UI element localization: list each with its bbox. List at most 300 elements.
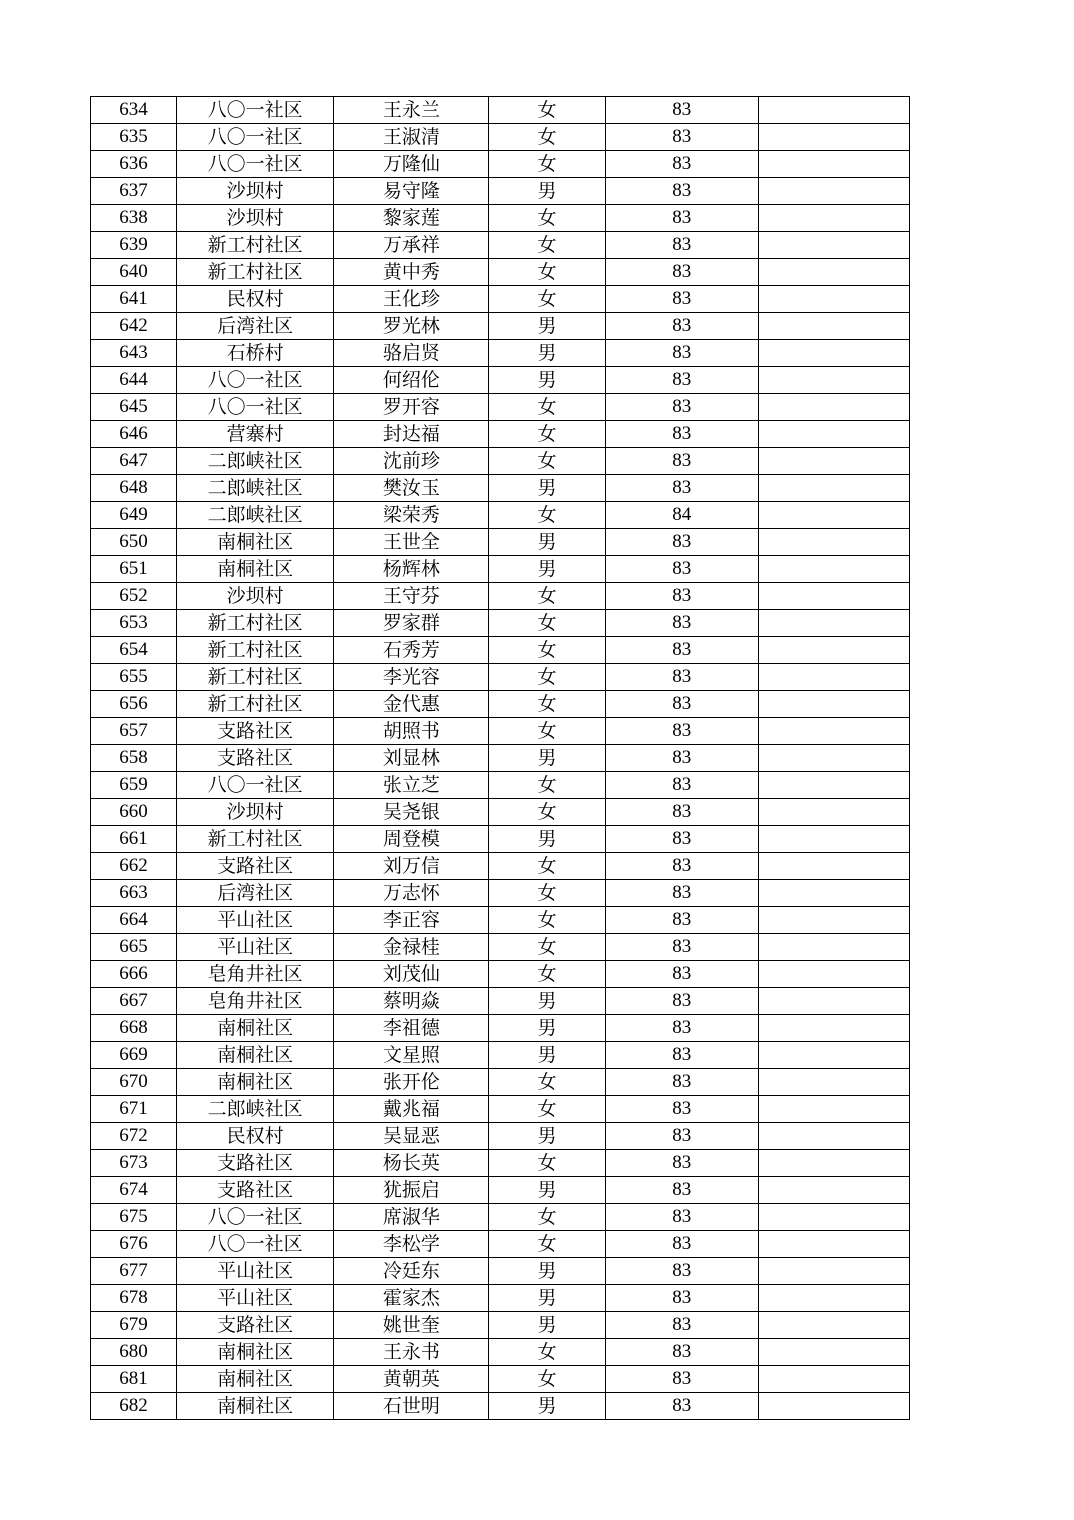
index-cell: 640	[91, 259, 177, 286]
age-cell: 83	[605, 205, 758, 232]
community-cell: 新工村社区	[177, 826, 334, 853]
community-cell: 新工村社区	[177, 232, 334, 259]
gender-cell: 男	[489, 529, 605, 556]
community-cell: 皂角井社区	[177, 988, 334, 1015]
age-cell: 83	[605, 1393, 758, 1420]
gender-cell: 女	[489, 1096, 605, 1123]
index-cell: 639	[91, 232, 177, 259]
index-cell: 661	[91, 826, 177, 853]
table-row	[91, 178, 910, 205]
table-row	[91, 259, 910, 286]
remark-cell	[758, 286, 909, 313]
gender-cell: 男	[489, 1123, 605, 1150]
community-cell: 二郎峡社区	[177, 1096, 334, 1123]
table-row	[91, 1204, 910, 1231]
index-cell: 658	[91, 745, 177, 772]
name-cell: 周登模	[334, 826, 489, 853]
gender-cell: 女	[489, 718, 605, 745]
index-cell: 654	[91, 637, 177, 664]
name-cell: 金禄桂	[334, 934, 489, 961]
age-cell: 83	[605, 664, 758, 691]
name-cell: 王永兰	[334, 97, 489, 124]
name-cell: 犹振启	[334, 1177, 489, 1204]
index-cell: 662	[91, 853, 177, 880]
name-cell: 樊汝玉	[334, 475, 489, 502]
table-row	[91, 664, 910, 691]
remark-cell	[758, 124, 909, 151]
table-row	[91, 1015, 910, 1042]
remark-cell	[758, 826, 909, 853]
gender-cell: 男	[489, 745, 605, 772]
gender-cell: 女	[489, 259, 605, 286]
gender-cell: 男	[489, 826, 605, 853]
name-cell: 王世全	[334, 529, 489, 556]
gender-cell: 男	[489, 1258, 605, 1285]
age-cell: 83	[605, 637, 758, 664]
gender-cell: 男	[489, 556, 605, 583]
community-cell: 新工村社区	[177, 691, 334, 718]
remark-cell	[758, 691, 909, 718]
index-cell: 672	[91, 1123, 177, 1150]
table-row	[91, 907, 910, 934]
index-cell: 636	[91, 151, 177, 178]
table-row	[91, 421, 910, 448]
age-cell: 83	[605, 718, 758, 745]
index-cell: 655	[91, 664, 177, 691]
name-cell: 李松学	[334, 1231, 489, 1258]
age-cell: 83	[605, 259, 758, 286]
name-cell: 刘显林	[334, 745, 489, 772]
table-row	[91, 853, 910, 880]
remark-cell	[758, 988, 909, 1015]
index-cell: 674	[91, 1177, 177, 1204]
index-cell: 681	[91, 1366, 177, 1393]
age-cell: 83	[605, 1285, 758, 1312]
name-cell: 何绍伦	[334, 367, 489, 394]
community-cell: 南桐社区	[177, 1393, 334, 1420]
age-cell: 83	[605, 1231, 758, 1258]
index-cell: 666	[91, 961, 177, 988]
community-cell: 平山社区	[177, 907, 334, 934]
name-cell: 金代惠	[334, 691, 489, 718]
index-cell: 657	[91, 718, 177, 745]
community-cell: 南桐社区	[177, 1366, 334, 1393]
remark-cell	[758, 178, 909, 205]
remark-cell	[758, 313, 909, 340]
name-cell: 骆启贤	[334, 340, 489, 367]
gender-cell: 女	[489, 880, 605, 907]
remark-cell	[758, 421, 909, 448]
table-row	[91, 1393, 910, 1420]
remark-cell	[758, 1312, 909, 1339]
gender-cell: 女	[489, 205, 605, 232]
age-cell: 83	[605, 1258, 758, 1285]
name-cell: 席淑华	[334, 1204, 489, 1231]
remark-cell	[758, 1258, 909, 1285]
remark-cell	[758, 1339, 909, 1366]
gender-cell: 女	[489, 448, 605, 475]
name-cell: 张立芝	[334, 772, 489, 799]
community-cell: 二郎峡社区	[177, 448, 334, 475]
community-cell: 支路社区	[177, 718, 334, 745]
table-row	[91, 1312, 910, 1339]
gender-cell: 女	[489, 232, 605, 259]
table-row	[91, 826, 910, 853]
community-cell: 平山社区	[177, 1258, 334, 1285]
gender-cell: 女	[489, 97, 605, 124]
remark-cell	[758, 799, 909, 826]
table-row	[91, 637, 910, 664]
community-cell: 平山社区	[177, 1285, 334, 1312]
age-cell: 83	[605, 313, 758, 340]
gender-cell: 男	[489, 178, 605, 205]
name-cell: 王化珍	[334, 286, 489, 313]
community-cell: 新工村社区	[177, 610, 334, 637]
name-cell: 黎家莲	[334, 205, 489, 232]
gender-cell: 女	[489, 1366, 605, 1393]
remark-cell	[758, 1285, 909, 1312]
name-cell: 李光容	[334, 664, 489, 691]
remark-cell	[758, 1015, 909, 1042]
index-cell: 682	[91, 1393, 177, 1420]
table-row	[91, 610, 910, 637]
gender-cell: 女	[489, 664, 605, 691]
name-cell: 姚世奎	[334, 1312, 489, 1339]
age-cell: 83	[605, 772, 758, 799]
index-cell: 673	[91, 1150, 177, 1177]
index-cell: 677	[91, 1258, 177, 1285]
table-row	[91, 529, 910, 556]
remark-cell	[758, 1393, 909, 1420]
age-cell: 83	[605, 421, 758, 448]
table-row	[91, 745, 910, 772]
index-cell: 679	[91, 1312, 177, 1339]
index-cell: 642	[91, 313, 177, 340]
gender-cell: 女	[489, 394, 605, 421]
age-cell: 83	[605, 853, 758, 880]
remark-cell	[758, 205, 909, 232]
community-cell: 南桐社区	[177, 1339, 334, 1366]
age-cell: 83	[605, 799, 758, 826]
age-cell: 83	[605, 1366, 758, 1393]
community-cell: 二郎峡社区	[177, 475, 334, 502]
age-cell: 83	[605, 1015, 758, 1042]
community-cell: 新工村社区	[177, 664, 334, 691]
index-cell: 646	[91, 421, 177, 448]
age-cell: 83	[605, 475, 758, 502]
gender-cell: 女	[489, 934, 605, 961]
community-cell: 支路社区	[177, 1312, 334, 1339]
age-cell: 83	[605, 97, 758, 124]
name-cell: 王守芬	[334, 583, 489, 610]
name-cell: 李祖德	[334, 1015, 489, 1042]
age-cell: 83	[605, 826, 758, 853]
remark-cell	[758, 637, 909, 664]
remark-cell	[758, 529, 909, 556]
age-cell: 83	[605, 1204, 758, 1231]
age-cell: 83	[605, 394, 758, 421]
table-row	[91, 934, 910, 961]
index-cell: 647	[91, 448, 177, 475]
gender-cell: 女	[489, 1204, 605, 1231]
table-row	[91, 1177, 910, 1204]
roster-table	[90, 96, 910, 1420]
index-cell: 651	[91, 556, 177, 583]
remark-cell	[758, 718, 909, 745]
community-cell: 皂角井社区	[177, 961, 334, 988]
remark-cell	[758, 1231, 909, 1258]
age-cell: 83	[605, 1312, 758, 1339]
community-cell: 支路社区	[177, 853, 334, 880]
community-cell: 八〇一社区	[177, 151, 334, 178]
community-cell: 八〇一社区	[177, 772, 334, 799]
age-cell: 83	[605, 583, 758, 610]
age-cell: 83	[605, 124, 758, 151]
age-cell: 83	[605, 151, 758, 178]
table-row	[91, 97, 910, 124]
gender-cell: 女	[489, 907, 605, 934]
table-row	[91, 583, 910, 610]
table-row	[91, 448, 910, 475]
index-cell: 667	[91, 988, 177, 1015]
name-cell: 胡照书	[334, 718, 489, 745]
age-cell: 83	[605, 691, 758, 718]
name-cell: 黄朝英	[334, 1366, 489, 1393]
age-cell: 83	[605, 1069, 758, 1096]
index-cell: 653	[91, 610, 177, 637]
table-row	[91, 475, 910, 502]
age-cell: 83	[605, 1123, 758, 1150]
table-row	[91, 1339, 910, 1366]
table-row	[91, 988, 910, 1015]
index-cell: 641	[91, 286, 177, 313]
index-cell: 659	[91, 772, 177, 799]
gender-cell: 男	[489, 1177, 605, 1204]
gender-cell: 女	[489, 583, 605, 610]
index-cell: 635	[91, 124, 177, 151]
remark-cell	[758, 961, 909, 988]
age-cell: 83	[605, 448, 758, 475]
remark-cell	[758, 1042, 909, 1069]
index-cell: 644	[91, 367, 177, 394]
index-cell: 675	[91, 1204, 177, 1231]
index-cell: 676	[91, 1231, 177, 1258]
community-cell: 八〇一社区	[177, 124, 334, 151]
community-cell: 营寨村	[177, 421, 334, 448]
remark-cell	[758, 583, 909, 610]
gender-cell: 女	[489, 124, 605, 151]
community-cell: 后湾社区	[177, 313, 334, 340]
gender-cell: 女	[489, 1069, 605, 1096]
gender-cell: 女	[489, 799, 605, 826]
gender-cell: 男	[489, 1015, 605, 1042]
remark-cell	[758, 610, 909, 637]
gender-cell: 女	[489, 151, 605, 178]
remark-cell	[758, 772, 909, 799]
community-cell: 南桐社区	[177, 556, 334, 583]
table-row	[91, 718, 910, 745]
index-cell: 650	[91, 529, 177, 556]
gender-cell: 女	[489, 286, 605, 313]
community-cell: 民权村	[177, 1123, 334, 1150]
table-row	[91, 1366, 910, 1393]
table-row	[91, 286, 910, 313]
index-cell: 670	[91, 1069, 177, 1096]
name-cell: 王淑清	[334, 124, 489, 151]
name-cell: 梁荣秀	[334, 502, 489, 529]
table-row	[91, 1258, 910, 1285]
remark-cell	[758, 340, 909, 367]
name-cell: 刘茂仙	[334, 961, 489, 988]
gender-cell: 男	[489, 340, 605, 367]
gender-cell: 女	[489, 637, 605, 664]
remark-cell	[758, 475, 909, 502]
remark-cell	[758, 97, 909, 124]
age-cell: 84	[605, 502, 758, 529]
index-cell: 638	[91, 205, 177, 232]
name-cell: 黄中秀	[334, 259, 489, 286]
name-cell: 万承祥	[334, 232, 489, 259]
index-cell: 664	[91, 907, 177, 934]
community-cell: 八〇一社区	[177, 367, 334, 394]
remark-cell	[758, 1366, 909, 1393]
community-cell: 支路社区	[177, 1150, 334, 1177]
age-cell: 83	[605, 961, 758, 988]
community-cell: 南桐社区	[177, 1069, 334, 1096]
index-cell: 648	[91, 475, 177, 502]
table-row	[91, 340, 910, 367]
community-cell: 民权村	[177, 286, 334, 313]
remark-cell	[758, 1150, 909, 1177]
community-cell: 沙坝村	[177, 178, 334, 205]
age-cell: 83	[605, 1150, 758, 1177]
index-cell: 680	[91, 1339, 177, 1366]
table-row	[91, 1069, 910, 1096]
community-cell: 沙坝村	[177, 583, 334, 610]
name-cell: 罗光林	[334, 313, 489, 340]
community-cell: 南桐社区	[177, 529, 334, 556]
remark-cell	[758, 232, 909, 259]
roster-table-body	[91, 97, 910, 1420]
table-row	[91, 313, 910, 340]
remark-cell	[758, 853, 909, 880]
remark-cell	[758, 448, 909, 475]
remark-cell	[758, 1123, 909, 1150]
age-cell: 83	[605, 232, 758, 259]
table-row	[91, 880, 910, 907]
gender-cell: 男	[489, 988, 605, 1015]
age-cell: 83	[605, 178, 758, 205]
age-cell: 83	[605, 556, 758, 583]
gender-cell: 女	[489, 421, 605, 448]
gender-cell: 男	[489, 1393, 605, 1420]
table-row	[91, 961, 910, 988]
gender-cell: 男	[489, 475, 605, 502]
table-row	[91, 1042, 910, 1069]
community-cell: 八〇一社区	[177, 1204, 334, 1231]
table-row	[91, 502, 910, 529]
gender-cell: 女	[489, 961, 605, 988]
index-cell: 643	[91, 340, 177, 367]
remark-cell	[758, 151, 909, 178]
age-cell: 83	[605, 1042, 758, 1069]
remark-cell	[758, 1204, 909, 1231]
index-cell: 660	[91, 799, 177, 826]
age-cell: 83	[605, 529, 758, 556]
table-row	[91, 799, 910, 826]
community-cell: 八〇一社区	[177, 97, 334, 124]
table-row	[91, 772, 910, 799]
name-cell: 吴显恶	[334, 1123, 489, 1150]
table-row	[91, 394, 910, 421]
remark-cell	[758, 394, 909, 421]
index-cell: 649	[91, 502, 177, 529]
table-row	[91, 151, 910, 178]
age-cell: 83	[605, 880, 758, 907]
age-cell: 83	[605, 907, 758, 934]
age-cell: 83	[605, 1096, 758, 1123]
age-cell: 83	[605, 1339, 758, 1366]
community-cell: 八〇一社区	[177, 1231, 334, 1258]
age-cell: 83	[605, 367, 758, 394]
community-cell: 沙坝村	[177, 799, 334, 826]
remark-cell	[758, 907, 909, 934]
name-cell: 罗家群	[334, 610, 489, 637]
table-row	[91, 1285, 910, 1312]
remark-cell	[758, 664, 909, 691]
index-cell: 637	[91, 178, 177, 205]
community-cell: 支路社区	[177, 745, 334, 772]
remark-cell	[758, 259, 909, 286]
community-cell: 支路社区	[177, 1177, 334, 1204]
index-cell: 663	[91, 880, 177, 907]
gender-cell: 女	[489, 691, 605, 718]
community-cell: 二郎峡社区	[177, 502, 334, 529]
gender-cell: 女	[489, 1231, 605, 1258]
name-cell: 杨长英	[334, 1150, 489, 1177]
name-cell: 万隆仙	[334, 151, 489, 178]
name-cell: 罗开容	[334, 394, 489, 421]
remark-cell	[758, 745, 909, 772]
age-cell: 83	[605, 610, 758, 637]
table-row	[91, 232, 910, 259]
age-cell: 83	[605, 1177, 758, 1204]
gender-cell: 女	[489, 1339, 605, 1366]
name-cell: 石世明	[334, 1393, 489, 1420]
remark-cell	[758, 1069, 909, 1096]
index-cell: 656	[91, 691, 177, 718]
remark-cell	[758, 880, 909, 907]
age-cell: 83	[605, 745, 758, 772]
gender-cell: 女	[489, 772, 605, 799]
remark-cell	[758, 556, 909, 583]
community-cell: 石桥村	[177, 340, 334, 367]
gender-cell: 女	[489, 502, 605, 529]
table-row	[91, 205, 910, 232]
name-cell: 文星照	[334, 1042, 489, 1069]
gender-cell: 女	[489, 1150, 605, 1177]
table-row	[91, 367, 910, 394]
gender-cell: 女	[489, 853, 605, 880]
index-cell: 668	[91, 1015, 177, 1042]
gender-cell: 男	[489, 1285, 605, 1312]
name-cell: 万志怀	[334, 880, 489, 907]
community-cell: 南桐社区	[177, 1015, 334, 1042]
remark-cell	[758, 1177, 909, 1204]
name-cell: 蔡明焱	[334, 988, 489, 1015]
name-cell: 封达福	[334, 421, 489, 448]
index-cell: 678	[91, 1285, 177, 1312]
